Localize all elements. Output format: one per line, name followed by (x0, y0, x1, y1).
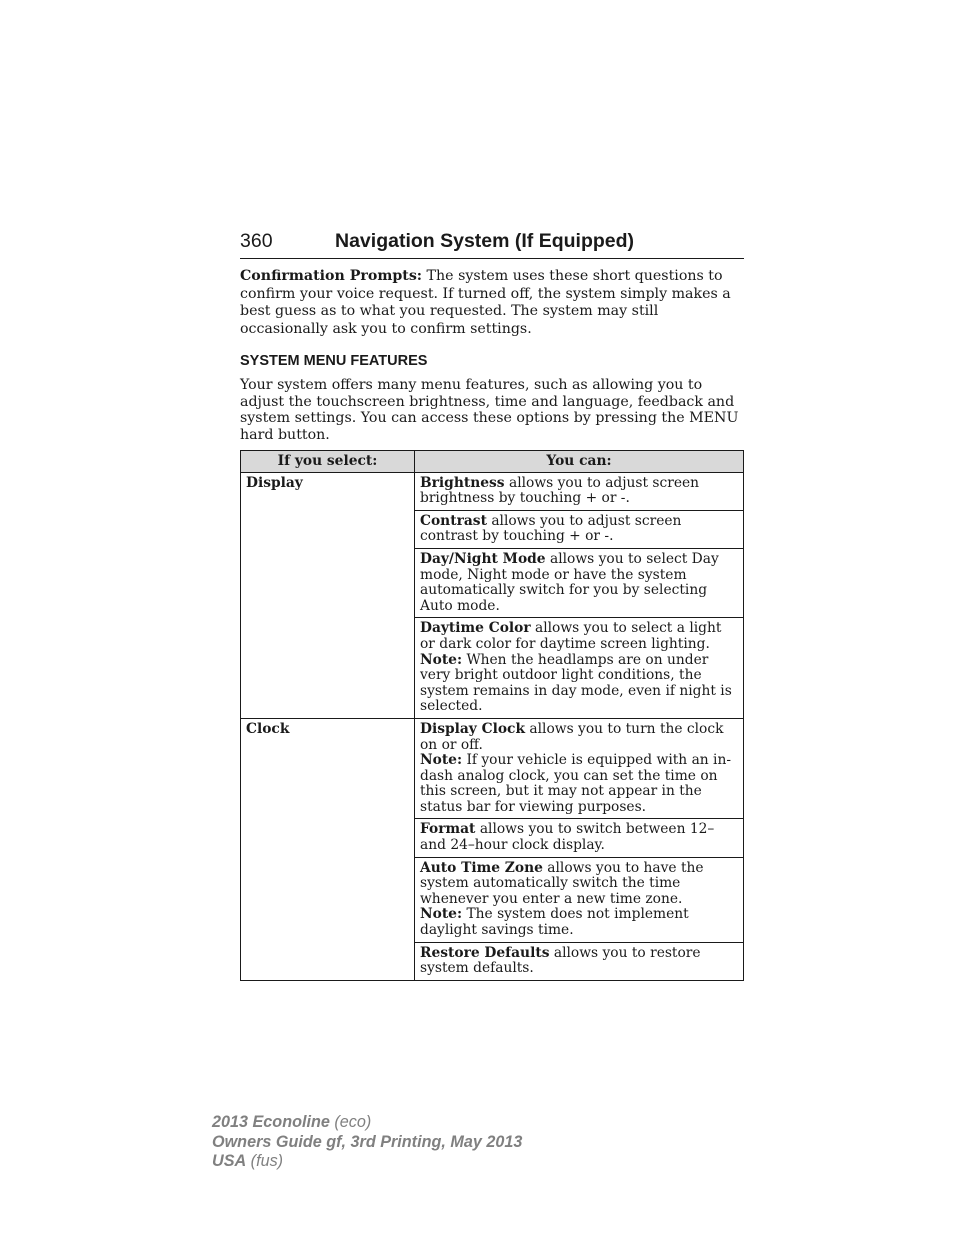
page-footer (212, 1113, 522, 1172)
note-label: Note: (420, 752, 463, 769)
confirmation-prompts-term: Confirmation Prompts: (240, 268, 423, 284)
footer-line-1 (212, 1113, 522, 1133)
feature-term: Brightness (420, 474, 505, 491)
note-text: The system does not implement daylight savings time. (420, 906, 689, 939)
description-cell (415, 718, 744, 819)
feature-term: Restore Defaults (420, 944, 550, 961)
header-if-you-select: If you select: (241, 451, 415, 473)
footer-market: USA (212, 1152, 247, 1170)
feature-term: Display Clock (420, 720, 526, 737)
feature-description: allows you to switch between 12– and 24–hour clock display. (420, 821, 715, 854)
description-cell (415, 857, 744, 942)
feature-term: Daytime Color (420, 620, 531, 637)
footer-market-code: (fus) (246, 1152, 284, 1170)
header-you-can: You can: (415, 451, 744, 473)
footer-model: 2013 Econoline (212, 1113, 330, 1131)
table-header-row (241, 451, 744, 473)
description-cell (415, 510, 744, 548)
table-row (241, 718, 744, 819)
select-cell: Display (241, 472, 415, 718)
select-cell: Clock (241, 718, 415, 980)
feature-term: Format (420, 821, 476, 838)
description-cell (415, 472, 744, 510)
description-cell (415, 819, 744, 857)
note-label: Note: (420, 651, 463, 668)
confirmation-prompts-text: The system uses these short questions to confirm your voice request. If turned off, the system simply makes a best guess as to what you requested. The system may still occasionally ask you to confirm settings. (240, 268, 731, 337)
menu-features-table (240, 450, 744, 981)
table-body (241, 472, 744, 980)
feature-term: Day/Night Mode (420, 550, 546, 567)
chapter-title: Navigation System (If Equipped) (335, 230, 635, 252)
description-cell (415, 548, 744, 617)
feature-term: Auto Time Zone (420, 859, 543, 876)
feature-description: allows you to adjust screen brightness by touching + or -. (420, 474, 700, 507)
note-text: If your vehicle is equipped with an in-dash analog clock, you can set the time on this screen, but it may not appear in the status bar for viewing purposes. (420, 752, 732, 815)
section-heading: SYSTEM MENU FEATURES (240, 353, 428, 369)
description-cell (415, 618, 744, 719)
page-header (240, 228, 744, 259)
feature-description: allows you to select Day mode, Night mode or have the system automatically switch for you by selecting Auto mode. (420, 550, 719, 614)
feature-description: allows you to turn the clock on or off. (420, 720, 724, 753)
feature-description: allows you to restore system defaults. (420, 944, 701, 977)
page-number: 360 (240, 230, 273, 252)
description-cell (415, 942, 744, 980)
table-row (241, 472, 744, 510)
confirmation-prompts-paragraph (240, 268, 744, 338)
footer-line-3 (212, 1152, 522, 1172)
footer-line-2: Owners Guide gf, 3rd Printing, May 2013 (212, 1132, 523, 1151)
note-label: Note: (420, 906, 463, 923)
feature-description: allows you to select a light or dark color for daytime screen lighting. (420, 620, 722, 652)
section-paragraph: Your system offers many menu features, such as allowing you to adjust the touchscreen brightness, time and language, feedback and system settings. You can access these options by pressing the MENU hard button. (240, 377, 739, 443)
note-text: When the headlamps are on under very bright outdoor light conditions, the system remains in day mode, even if night is selected. (420, 651, 732, 715)
footer-model-code: (eco) (329, 1113, 372, 1131)
feature-term: Contrast (420, 512, 487, 529)
feature-description: allows you to have the system automatically switch the time whenever you enter a new time zone. (420, 859, 704, 907)
feature-description: allows you to adjust screen contrast by touching + or -. (420, 512, 682, 545)
